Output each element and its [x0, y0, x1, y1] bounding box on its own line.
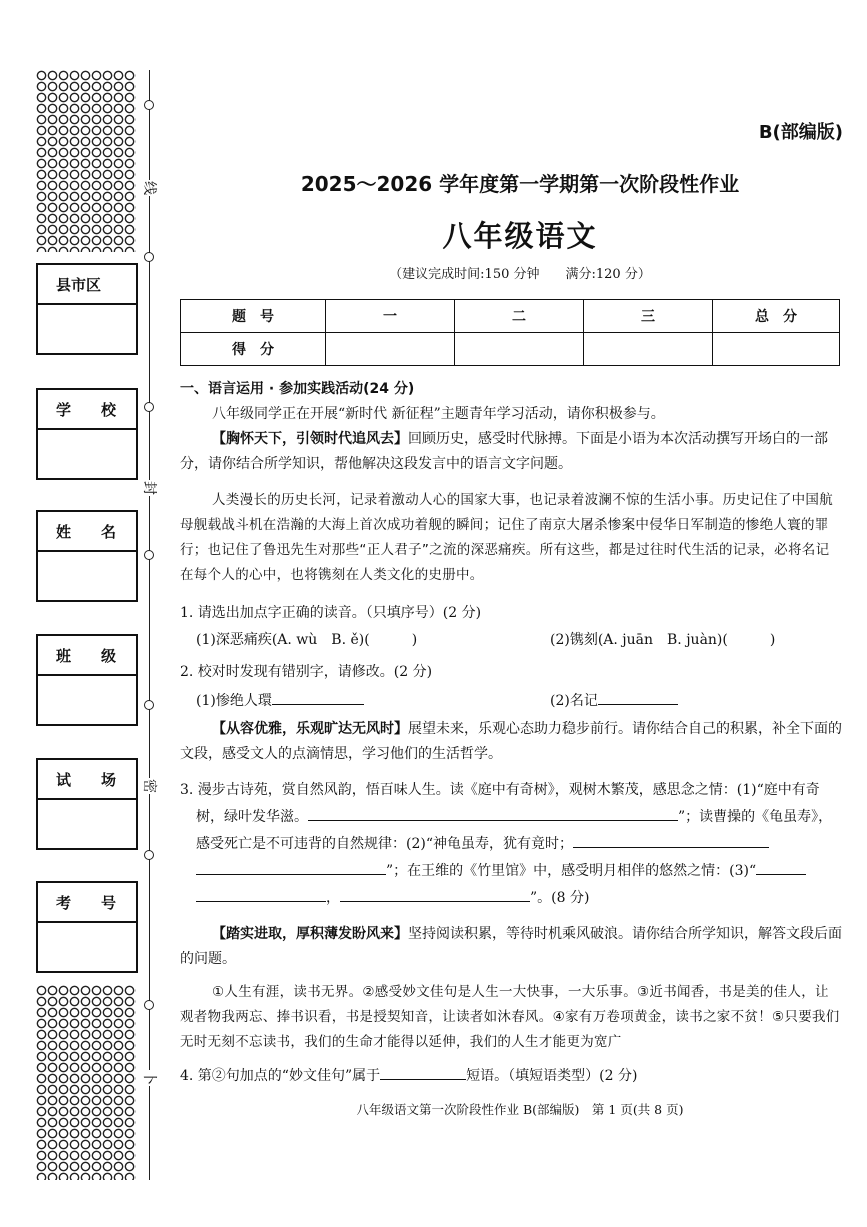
part2-paragraph	[180, 717, 842, 767]
passage-1: 人类漫长的历史长河，记录着激动人心的国家大事，也记录着波澜不惊的生活小事。历史记住了中国航母舰载战斗机在浩瀚的大海上首次成功着舰的瞬间；记住了南京大屠杀惨案中侵华日军制造的惨绝人寰的罪行；也记住了鲁迅先生对那些“正人君子”之流的深恶痛疾。所有这些，都是过往时代生活的记录，必将名记在每个人的心中，也将镌刻在人类文化的史册中。	[180, 492, 833, 583]
table-cell: 得 分	[181, 333, 326, 366]
field-name	[36, 510, 138, 602]
answer-blank[interactable]	[196, 860, 386, 875]
binding-char-line: 线	[140, 180, 160, 196]
answer-blank[interactable]	[573, 833, 769, 848]
question-2-item-b	[550, 689, 840, 714]
table-cell: 一	[326, 300, 455, 333]
answer-blank[interactable]	[340, 887, 530, 902]
answer-blank[interactable]	[598, 690, 678, 705]
question-1-option-a: (1)深恶痛疾(A. wù B. ě)( )	[196, 632, 418, 648]
field-name-blank[interactable]	[38, 552, 136, 600]
answer-blank[interactable]	[756, 860, 806, 875]
part3-heading: 【踏实进取，厚积薄发盼风来】	[212, 926, 408, 942]
part2-heading: 【从容优雅，乐观旷达无风时】	[212, 721, 408, 737]
question-2-item-a	[196, 689, 526, 714]
answer-blank[interactable]	[380, 1065, 466, 1080]
part3-text: 坚持阅读积累，等待时机乘风破浪。请你结合所学知识，解答文段后面的问题。	[180, 926, 842, 967]
table-row	[181, 300, 840, 333]
decorative-dot-pattern-bottom	[36, 985, 136, 1180]
field-class-label: 班 级	[38, 636, 136, 676]
part2-text: 展望未来，乐观心态助力稳步前行。请你结合自己的积累，补全下面的文段，感受文人的点滴情思，学习他们的生活哲学。	[180, 721, 842, 762]
passage-2: ①人生有涯，读书无界。②感受妙文佳句是人生一大快事，一大乐事。③近书闻香，书是美的佳人，让观者物我两忘、捧书识看，书是授契知音，让读者如沐春风。④家有万卷项黄金，读书之家不贫！⑤只要我们无时无刻不忘读书，我们的生命才能得以延伸，我们的人生才能更为宽广	[180, 984, 840, 1050]
question-3-text-a: 3. 漫步古诗苑，赏自然风韵，悟百味人生。读《庭中有奇树》，观树木繁茂，感思念之情：(1)“庭中有奇树，绿叶发华滋。	[180, 782, 820, 825]
question-2-item-a-text: (1)惨绝人環	[196, 693, 272, 709]
question-4	[180, 1064, 842, 1089]
part3-paragraph	[180, 922, 842, 972]
question-4-text-b: 短语。（填短语类型）(2 分)	[466, 1068, 638, 1084]
subject-title: 八年级语文	[442, 219, 598, 253]
question-4-text-a: 4. 第②句加点的“妙文佳句”属于	[180, 1068, 381, 1084]
table-cell: 三	[584, 300, 713, 333]
score-input-cell[interactable]	[713, 333, 840, 366]
binding-ring	[144, 700, 154, 710]
field-school-blank[interactable]	[38, 430, 136, 478]
field-exam-number-label: 考 号	[38, 883, 136, 923]
answer-blank[interactable]	[308, 806, 678, 821]
binding-char-secret: 密	[140, 778, 160, 794]
score-input-cell[interactable]	[455, 333, 584, 366]
field-school-label: 学 校	[38, 390, 136, 430]
question-3-text-e: ”。(8 分)	[530, 890, 590, 906]
binding-char-seal: 封	[140, 480, 160, 496]
answer-blank[interactable]	[272, 690, 364, 705]
question-3-text-d: ，	[326, 890, 340, 906]
table-cell: 二	[455, 300, 584, 333]
edition-label: B(部编版)	[758, 122, 843, 143]
binding-ring	[144, 550, 154, 560]
field-school	[36, 388, 138, 480]
question-3-text-b: ”；读曹操的《龟虽寿》，感受死亡是不可违背的自然规律：(2)“神龟虽寿，犹有竟时；	[196, 809, 833, 852]
time-info: （建议完成时间:150 分钟 满分:120 分）	[389, 267, 651, 282]
question-2-item-b-text: (2)名记	[550, 693, 598, 709]
table-cell: 题 号	[181, 300, 326, 333]
field-class	[36, 634, 138, 726]
binding-ring	[144, 252, 154, 262]
decorative-dot-pattern-top	[36, 70, 136, 252]
part1-heading: 【胸怀天下，引领时代追风去】	[212, 431, 408, 447]
question-2: 2. 校对时发现有错别字，请修改。(2 分)	[180, 664, 433, 680]
binding-ring	[144, 850, 154, 860]
field-exam-room-blank[interactable]	[38, 800, 136, 848]
field-name-label: 姓 名	[38, 512, 136, 552]
answer-blank[interactable]	[196, 887, 326, 902]
field-exam-number	[36, 881, 138, 973]
question-1-option-b: (2)镌刻(A. juān B. juàn)( )	[550, 632, 776, 648]
field-exam-room	[36, 758, 138, 850]
part1-paragraph	[180, 427, 842, 477]
binding-line	[149, 70, 150, 1180]
question-1: 1. 请选出加点字正确的读音。（只填序号）(2 分)	[180, 605, 482, 621]
field-county-blank[interactable]	[38, 305, 136, 353]
table-row	[181, 333, 840, 366]
field-class-blank[interactable]	[38, 676, 136, 724]
page-title: 2025～2026 学年度第一学期第一次阶段性作业	[300, 172, 740, 196]
score-input-cell[interactable]	[584, 333, 713, 366]
question-3-text-c: ”；在王维的《竹里馆》中，感受明月相伴的悠然之情：(3)“	[386, 863, 757, 879]
binding-ring	[144, 100, 154, 110]
table-cell: 总 分	[713, 300, 840, 333]
field-county	[36, 263, 138, 355]
score-input-cell[interactable]	[326, 333, 455, 366]
question-3	[180, 777, 842, 912]
page-footer: 八年级语文第一次阶段性作业 B(部编版) 第 1 页(共 8 页)	[356, 1102, 684, 1117]
field-exam-number-blank[interactable]	[38, 923, 136, 971]
field-county-label: 县市区	[38, 265, 136, 305]
score-table	[180, 299, 840, 366]
field-exam-room-label: 试 场	[38, 760, 136, 800]
section-title: 一、语言运用 · 参加实践活动(24 分)	[180, 381, 415, 397]
part1-text: 回顾历史，感受时代脉搏。下面是小语为本次活动撰写开场白的一部分，请你结合所学知识，帮他解决这段发言中的语言文字问题。	[180, 431, 828, 472]
binding-ring	[144, 402, 154, 412]
binding-ring	[144, 1000, 154, 1010]
intro-paragraph: 八年级同学正在开展“新时代 新征程”主题青年学习活动，请你积极参与。	[212, 406, 665, 422]
binding-char-bottom: 卜	[140, 1070, 160, 1086]
